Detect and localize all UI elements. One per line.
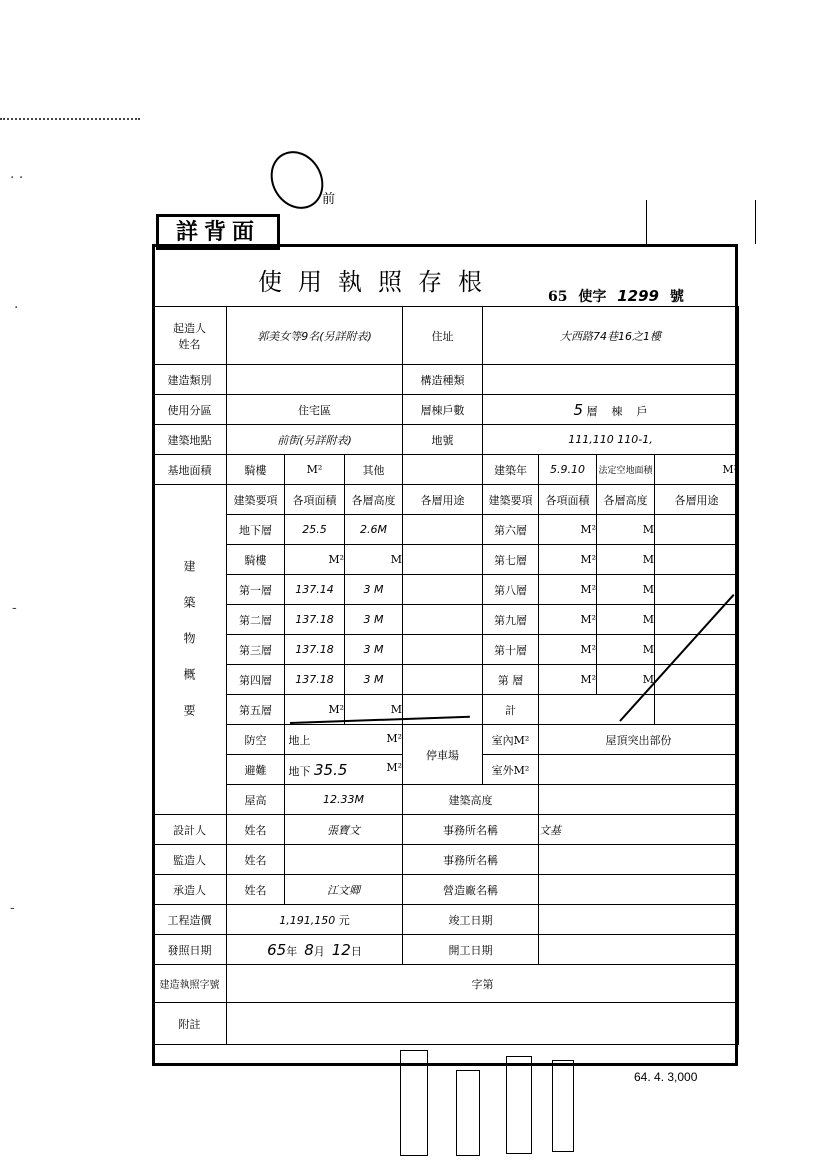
structure-value [483,365,739,395]
floor-name-right: 第六層 [483,515,539,545]
floor-name: 地下層 [227,515,285,545]
indoor-label: 室內M² [483,725,539,755]
designer-row [153,815,739,845]
print-number: 64. 4. 3,000 [634,1070,698,1084]
floor-row [153,575,739,605]
remarks-label: 附註 [153,1003,227,1045]
cost-value: 1,191,150 元 [227,905,403,935]
col-h-6: 各層高度 [597,485,655,515]
area-row [153,455,739,485]
permit-ref-value: 字第 [227,965,739,1003]
building-height-value [539,785,739,815]
floor-use-right [655,635,739,665]
floor-name: 第三層 [227,635,285,665]
floor-area: 137.18 [285,665,345,695]
floor-name-right: 第十層 [483,635,539,665]
issue-date: 65年 8月 12日 [227,935,403,965]
floor-height: M [345,695,403,725]
address-label: 住址 [403,307,483,365]
floor-row [153,635,739,665]
floors-value: 5 層 棟 戶 [483,395,739,425]
floor-area-right: M² [539,605,597,635]
floor-name-right: 第七層 [483,545,539,575]
outdoor-label: 室外M² [483,755,539,785]
sign-box-2 [456,1070,480,1156]
floor-name: 第二層 [227,605,285,635]
floor-area: 137.18 [285,605,345,635]
designer-office: 文基 [539,815,739,845]
floor-use [403,575,483,605]
front-label: 前 [322,192,336,207]
floor-height: 2.6M [345,515,403,545]
margin-dots: · [14,300,19,316]
supervisor-office [539,845,739,875]
floor-row [153,695,739,725]
total-label: 計 [483,695,539,725]
floor-area: 137.14 [285,575,345,605]
air-raid-label: 防空 [227,725,285,755]
floor-use [403,605,483,635]
floor-area-right: M² [539,575,597,605]
roof-height-row [153,785,739,815]
floor-row [153,665,739,695]
floor-area: M² [285,545,345,575]
build-header-row [153,485,739,515]
floor-use-right [655,605,739,635]
floor-area-right: M² [539,545,597,575]
margin-dots: - [10,900,15,916]
location-label: 建築地點 [153,425,227,455]
arcade-unit: M² [285,455,345,485]
floor-use-right [655,515,739,545]
margin-dots: · · [10,170,24,186]
left-margin-handwriting [112,466,182,786]
floor-height-right: M [597,515,655,545]
floor-row [153,545,739,575]
floor-use [403,515,483,545]
start-label: 開工日期 [403,935,539,965]
floor-area: 25.5 [285,515,345,545]
roof-value [539,755,739,785]
owner-label: 起造人 姓名 [153,307,227,365]
remarks-value [227,1003,739,1045]
floor-name: 第一層 [227,575,285,605]
floor-height: 3 M [345,605,403,635]
address-value: 大西路74巷16之1樓 [483,307,739,365]
floor-use-right [655,545,739,575]
location-row [153,425,739,455]
lot-value: 111,110 110-1, [483,425,739,455]
building-type-value [227,365,403,395]
detail-title-box: 詳背面 [156,214,280,250]
floor-area-right: M² [539,515,597,545]
sign-box-3 [506,1056,532,1154]
designer-label: 設計人 [153,815,227,845]
floor-name-right: 第 層 [483,665,539,695]
permit-form-table [152,306,739,1045]
floor-height: 3 M [345,575,403,605]
roof-height-label: 屋高 [227,785,285,815]
permit-number: 1299 [617,287,659,305]
supervisor-office-label: 事務所名稱 [403,845,539,875]
designer-name: 張寶文 [285,815,403,845]
contractor-row [153,875,739,905]
other-value [403,455,483,485]
floor-name-right: 第八層 [483,575,539,605]
floor-height-right: M [597,635,655,665]
col-h-3: 各層用途 [403,485,483,515]
floor-height: 3 M [345,635,403,665]
site-area-label: 基地面積 [153,455,227,485]
roof-height-value: 12.33M [285,785,403,815]
owner-row [153,307,739,365]
build-section-label: 建築物概要 [153,485,227,815]
sign-box-1 [400,1050,428,1156]
total-blank [655,695,739,725]
floor-height: M [345,545,403,575]
permit-number-line [548,286,690,306]
floor-height-right: M [597,605,655,635]
permit-suffix: 號 [669,289,684,305]
legal-label: 法定空地面積 [597,455,655,485]
col-h-0: 建築要項 [227,485,285,515]
legal-unit: M² [655,455,739,485]
cost-row [153,905,739,935]
floor-name-right: 第九層 [483,605,539,635]
building-type-row [153,365,739,395]
top-note-right [646,200,756,244]
permit-ref-label: 建造執照字號 [153,965,227,1003]
floor-name: 第四層 [227,665,285,695]
zoning-label: 使用分區 [153,395,227,425]
right-margin-characters [752,300,812,720]
parking-label: 停車場 [403,725,483,785]
year-value: 5.9.10 [539,455,597,485]
evacuation-label: 避難 [227,755,285,785]
contractor-firm [539,875,739,905]
col-h-2: 各層高度 [345,485,403,515]
floor-height: 3 M [345,665,403,695]
top-left-rule [0,118,140,120]
permit-year: 65 [548,289,568,305]
floor-name: 第五層 [227,695,285,725]
col-h-4: 建築要項 [483,485,539,515]
floor-area: M² [285,695,345,725]
start-value [539,935,739,965]
supervisor-name [285,845,403,875]
margin-dots: - [12,600,17,616]
permit-type: 使字 [578,289,607,305]
other-label: 其他 [345,455,403,485]
floor-area-right: M² [539,665,597,695]
permit-ref-row [153,965,739,1003]
contractor-name-label: 姓名 [227,875,285,905]
floors-label: 層棟戶數 [403,395,483,425]
floor-row [153,605,739,635]
roof-label: 屋頂突出部份 [539,725,739,755]
floor-name: 騎樓 [227,545,285,575]
building-height-label: 建築高度 [403,785,539,815]
supervisor-name-label: 姓名 [227,845,285,875]
arcade-label: 騎樓 [227,455,285,485]
completion-value [539,905,739,935]
floor-use [403,635,483,665]
supervisor-row [153,845,739,875]
contractor-label: 承造人 [153,875,227,905]
contractor-firm-label: 營造廠名稱 [403,875,539,905]
floor-use [403,665,483,695]
supervisor-label: 監造人 [153,845,227,875]
contractor-name: 江文卿 [285,875,403,905]
signature-strip [366,1046,606,1164]
sign-box-4 [552,1060,574,1152]
zoning-value: 住宅區 [227,395,403,425]
location-value: 前街(另詳附表) [227,425,403,455]
floor-row [153,515,739,545]
floor-height-right: M [597,545,655,575]
floor-area-right: M² [539,635,597,665]
structure-label: 構造種類 [403,365,483,395]
remarks-row [153,1003,739,1045]
floor-area: 137.18 [285,635,345,665]
zoning-row [153,395,739,425]
air-raid-row-above [153,725,739,755]
air-raid-above: 地上 M² [285,725,403,755]
year-label: 建築年 [483,455,539,485]
building-type-label: 建造類別 [153,365,227,395]
issue-row [153,935,739,965]
issue-label: 發照日期 [153,935,227,965]
designer-office-label: 事務所名稱 [403,815,539,845]
col-h-1: 各項面積 [285,485,345,515]
floor-height-right: M [597,575,655,605]
owner-value: 郭美女等9名(另詳附表) [227,307,403,365]
air-raid-below: 地下 35.5 M² [285,755,403,785]
col-h-5: 各項面積 [539,485,597,515]
floor-use [403,695,483,725]
designer-name-label: 姓名 [227,815,285,845]
floor-height-right: M [597,665,655,695]
floor-use [403,545,483,575]
document-title: 使用執照存根 [258,268,498,296]
lot-label: 地號 [403,425,483,455]
cost-label: 工程造價 [153,905,227,935]
completion-label: 竣工日期 [403,905,539,935]
col-h-7: 各層用途 [655,485,739,515]
